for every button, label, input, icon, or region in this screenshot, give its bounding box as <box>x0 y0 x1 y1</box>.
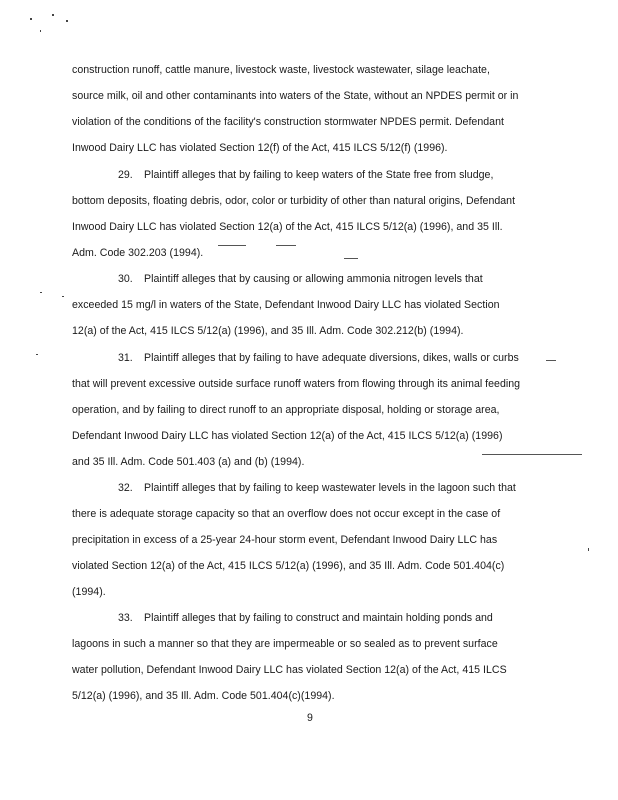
paragraph-line: violated Section 12(a) of the Act, 415 ILCS 5/12(a) (1996), and 35 Ill. Adm. Code 501.404(c) <box>72 560 505 572</box>
scan-artifact <box>66 20 68 22</box>
paragraph-line: (1994). <box>72 586 106 598</box>
paragraph-line: precipitation in excess of a 25-year 24-hour storm event, Defendant Inwood Dairy LLC has <box>72 534 498 546</box>
paragraph-line: Plaintiff alleges that by failing to have adequate diversions, dikes, walls or curbs <box>144 352 519 364</box>
page-number: 9 <box>307 712 313 724</box>
paragraph-number: 30. <box>118 273 133 285</box>
scan-artifact <box>218 245 246 246</box>
scan-artifact <box>344 258 358 259</box>
paragraph-line: exceeded 15 mg/l in waters of the State, Defendant Inwood Dairy LLC has violated Section <box>72 299 500 311</box>
paragraph-line: Plaintiff alleges that by failing to construct and maintain holding ponds and <box>144 612 493 624</box>
scan-artifact <box>40 292 42 293</box>
paragraph-line: there is adequate storage capacity so that an overflow does not occur except in the case of <box>72 508 501 520</box>
paragraph-line: lagoons in such a manner so that they are impermeable or so sealed as to prevent surface <box>72 638 498 650</box>
paragraph-line: source milk, oil and other contaminants into waters of the State, without an NPDES permit or in <box>72 90 519 102</box>
paragraph-number: 32. <box>118 482 133 494</box>
paragraph-number: 33. <box>118 612 133 624</box>
paragraph-line: and 35 Ill. Adm. Code 501.403 (a) and (b) (1994). <box>72 456 305 468</box>
scan-artifact <box>36 354 38 355</box>
scan-artifact <box>52 14 54 16</box>
paragraph-line: Plaintiff alleges that by failing to keep waters of the State free from sludge, <box>144 169 494 181</box>
paragraph-line: bottom deposits, floating debris, odor, color or turbidity of other than natural origins, Defendant <box>72 195 516 207</box>
scan-artifact <box>40 30 41 32</box>
scan-artifact <box>276 245 296 246</box>
paragraph-number: 29. <box>118 169 133 181</box>
paragraph-line: Adm. Code 302.203 (1994). <box>72 247 204 259</box>
scan-artifact <box>588 548 589 551</box>
paragraph-line: operation, and by failing to direct runoff to an appropriate disposal, holding or storage area, <box>72 404 500 416</box>
paragraph-line: 5/12(a) (1996), and 35 Ill. Adm. Code 501.404(c)(1994). <box>72 690 335 702</box>
scan-artifact <box>482 454 582 455</box>
paragraph-number: 31. <box>118 352 133 364</box>
paragraph-line: water pollution, Defendant Inwood Dairy LLC has violated Section 12(a) of the Act, 415 ILCS <box>72 664 507 676</box>
paragraph-line: that will prevent excessive outside surface runoff waters from flowing through its animal feeding <box>72 378 521 390</box>
paragraph-line: Plaintiff alleges that by failing to keep wastewater levels in the lagoon such that <box>144 482 516 494</box>
paragraph-line: 12(a) of the Act, 415 ILCS 5/12(a) (1996), and 35 Ill. Adm. Code 302.212(b) (1994). <box>72 325 464 337</box>
scan-artifact <box>30 18 32 20</box>
scan-artifact <box>546 360 556 361</box>
paragraph-line: violation of the conditions of the facility's construction stormwater NPDES permit. Defendant <box>72 116 504 128</box>
paragraph-line: Defendant Inwood Dairy LLC has violated Section 12(a) of the Act, 415 ILCS 5/12(a) (1996) <box>72 430 503 442</box>
paragraph-line: construction runoff, cattle manure, livestock waste, livestock wastewater, silage leachate, <box>72 64 490 76</box>
paragraph-line: Inwood Dairy LLC has violated Section 12(a) of the Act, 415 ILCS 5/12(a) (1996), and 35 Ill. <box>72 221 503 233</box>
paragraph-line: Plaintiff alleges that by causing or allowing ammonia nitrogen levels that <box>144 273 483 285</box>
scan-artifact <box>62 296 64 297</box>
paragraph-line: Inwood Dairy LLC has violated Section 12(f) of the Act, 415 ILCS 5/12(f) (1996). <box>72 142 448 154</box>
